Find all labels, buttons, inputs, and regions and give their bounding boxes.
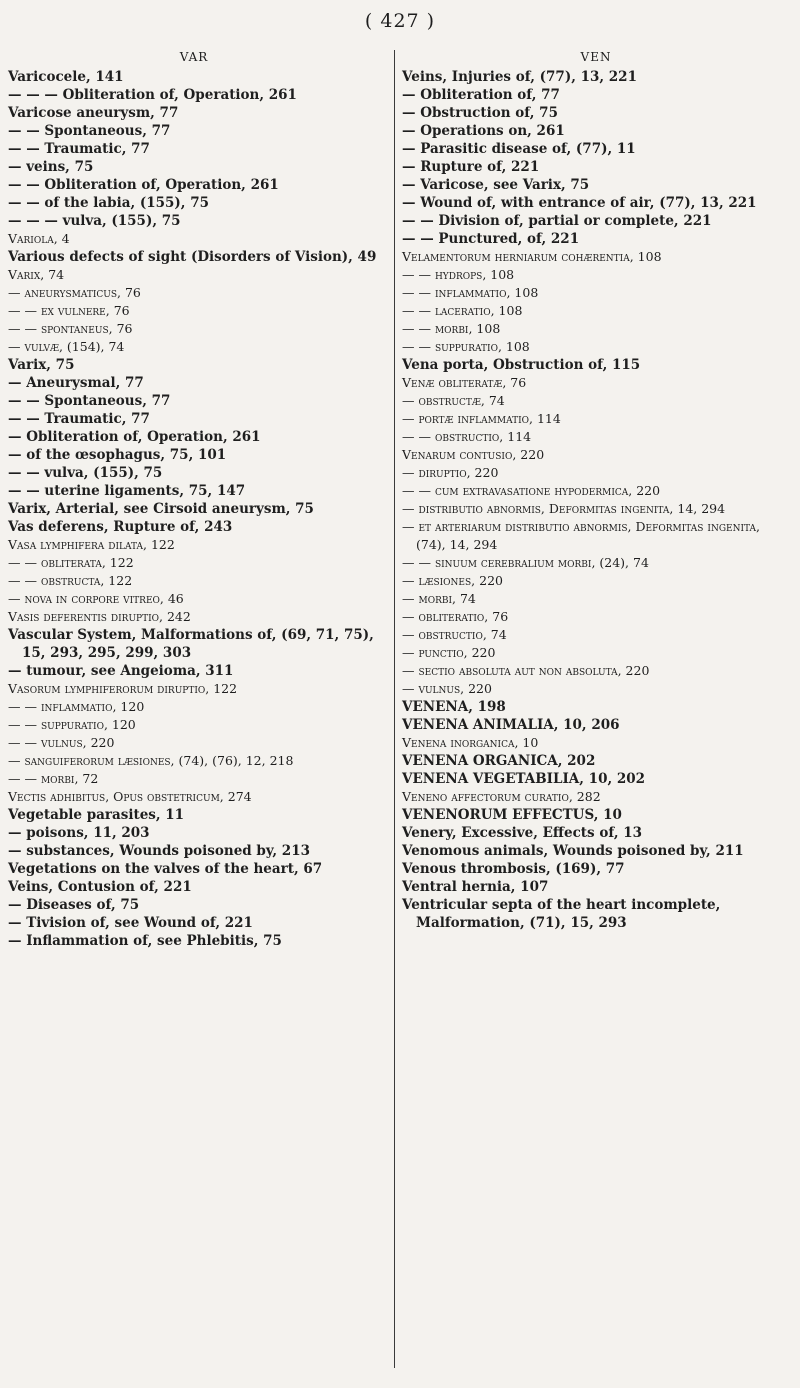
- index-entry: — — vulva, (155), 75: [8, 465, 163, 481]
- index-entry: — punctio, 220: [402, 645, 496, 660]
- index-entry: Vegetations on the valves of the heart, 67: [8, 861, 323, 877]
- index-entry: — Inflammation of, see Phlebitis, 75: [8, 933, 282, 949]
- index-entry: Various defects of sight (Disorders of Vision), 49: [8, 249, 377, 265]
- index-entry: — — obstructio, 114: [402, 429, 532, 444]
- index-entry: — Tivision of, see Wound of, 221: [8, 915, 253, 931]
- index-entry: — — morbi, 108: [402, 321, 501, 336]
- index-entry: VENENA, 198: [402, 699, 506, 715]
- index-entry: Varix, 74: [8, 267, 65, 282]
- index-entry: Vas deferens, Rupture of, 243: [8, 519, 233, 535]
- index-entry: — vulnus, 220: [402, 681, 492, 696]
- index-entry: — — inflammatio, 120: [8, 699, 145, 714]
- index-entry: — Obliteration of, 77: [402, 87, 560, 103]
- index-entry: — Aneurysmal, 77: [8, 375, 144, 391]
- index-entry: Vasa lymphifera dilata, 122: [8, 537, 175, 552]
- index-entry: — — obliterata, 122: [8, 555, 134, 570]
- index-entry: Ventricular septa of the heart incomplete, Malformation, (71), 15, 293: [402, 897, 721, 931]
- index-entry: Vegetable parasites, 11: [8, 807, 185, 823]
- index-entry: — vulvæ, (154), 74: [8, 339, 125, 354]
- index-entry: — Parasitic disease of, (77), 11: [402, 141, 636, 157]
- index-entry: — Obliteration of, Operation, 261: [8, 429, 261, 445]
- left-entry-list: [8, 68, 380, 950]
- index-entry: — — Spontaneous, 77: [8, 123, 171, 139]
- index-entry: — diruptio, 220: [402, 465, 499, 480]
- index-entry: — portæ inflammatio, 114: [402, 411, 561, 426]
- index-entry: VENENORUM EFFECTUS, 10: [402, 807, 622, 823]
- index-entry: — læsiones, 220: [402, 573, 503, 588]
- index-entry: — Wound of, with entrance of air, (77), 13, 221: [402, 195, 757, 211]
- index-entry: Veins, Injuries of, (77), 13, 221: [402, 69, 637, 85]
- index-entry: Venous thrombosis, (169), 77: [402, 861, 625, 877]
- index-entry: Veneno affectorum curatio, 282: [402, 789, 601, 804]
- left-column-heading: VAR: [179, 50, 209, 64]
- index-entry: — — spontaneus, 76: [8, 321, 133, 336]
- index-entry: — — — vulva, (155), 75: [8, 213, 181, 229]
- index-entry: — — Division of, partial or complete, 221: [402, 213, 712, 229]
- index-entry: — Obstruction of, 75: [402, 105, 558, 121]
- index-entry: — Rupture of, 221: [402, 159, 540, 175]
- right-entry-list: [402, 68, 790, 932]
- left-column: [8, 48, 380, 950]
- index-entry: — — morbi, 72: [8, 771, 99, 786]
- index-entry: — — inflammatio, 108: [402, 285, 539, 300]
- index-entry: Variola, 4: [8, 231, 70, 246]
- index-entry: Varicocele, 141: [8, 69, 124, 85]
- index-entry: — Varicose, see Varix, 75: [402, 177, 590, 193]
- index-entry: — veins, 75: [8, 159, 94, 175]
- index-entry: — — suppuratio, 108: [402, 339, 530, 354]
- index-entry: Vasis deferentis diruptio, 242: [8, 609, 191, 624]
- index-entry: — — Traumatic, 77: [8, 411, 150, 427]
- index-entry: — — Traumatic, 77: [8, 141, 150, 157]
- index-entry: Venery, Excessive, Effects of, 13: [402, 825, 643, 841]
- index-entry: — distributio abnormis, Deformitas ingenita, 14, 294: [402, 501, 726, 516]
- index-entry: — — ex vulnere, 76: [8, 303, 130, 318]
- index-entry: — obliteratio, 76: [402, 609, 509, 624]
- index-entry: — poisons, 11, 203: [8, 825, 150, 841]
- index-entry: — obstructæ, 74: [402, 393, 505, 408]
- index-entry: — — sinuum cerebralium morbi, (24), 74: [402, 555, 649, 570]
- index-entry: — — Punctured, of, 221: [402, 231, 580, 247]
- index-entry: Veins, Contusion of, 221: [8, 879, 192, 895]
- index-entry: — sectio absoluta aut non absoluta, 220: [402, 663, 650, 678]
- index-entry: — obstructio, 74: [402, 627, 507, 642]
- index-entry: — aneurysmaticus, 76: [8, 285, 141, 300]
- index-entry: — Operations on, 261: [402, 123, 565, 139]
- index-entry: Vectis adhibitus, Opus obstetricum, 274: [8, 789, 252, 804]
- index-entry: VENENA VEGETABILIA, 10, 202: [402, 771, 646, 787]
- index-entry: VENENA ORGANICA, 202: [402, 753, 596, 769]
- index-entry: — sanguiferorum læsiones, (74), (76), 12, 218: [8, 753, 294, 768]
- index-entry: VENENA ANIMALIA, 10, 206: [402, 717, 620, 733]
- index-entry: — — laceratio, 108: [402, 303, 523, 318]
- right-column: [402, 48, 790, 932]
- index-entry: Velamentorum herniarum cohærentia, 108: [402, 249, 662, 264]
- index-entry: — Diseases of, 75: [8, 897, 140, 913]
- index-entry: — — cum extravasatione hypodermica, 220: [402, 483, 661, 498]
- index-entry: — — uterine ligaments, 75, 147: [8, 483, 246, 499]
- index-entry: — nova in corpore vitreo, 46: [8, 591, 184, 606]
- index-entry: Varicose aneurysm, 77: [8, 105, 179, 121]
- index-entry: — substances, Wounds poisoned by, 213: [8, 843, 310, 859]
- page-number: ( 427 ): [364, 10, 436, 32]
- index-entry: — — — Obliteration of, Operation, 261: [8, 87, 297, 103]
- index-entry: Varix, Arterial, see Cirsoid aneurysm, 75: [8, 501, 314, 517]
- index-entry: — tumour, see Angeioma, 311: [8, 663, 234, 679]
- index-entry: Vascular System, Malformations of, (69, 71, 75), 15, 293, 295, 299, 303: [8, 627, 374, 661]
- column-divider: [394, 50, 395, 1368]
- index-entry: — morbi, 74: [402, 591, 476, 606]
- index-entry: Vena porta, Obstruction of, 115: [402, 357, 641, 373]
- index-entry: Ventral hernia, 107: [402, 879, 549, 895]
- index-entry: Venomous animals, Wounds poisoned by, 211: [402, 843, 744, 859]
- index-entry: Venæ obliteratæ, 76: [402, 375, 527, 390]
- index-entry: Vasorum lymphiferorum diruptio, 122: [8, 681, 238, 696]
- index-entry: — of the œsophagus, 75, 101: [8, 447, 227, 463]
- index-entry: — et arteriarum distributio abnormis, Deformitas ingenita, (74), 14, 294: [402, 519, 761, 552]
- index-entry: Venena inorganica, 10: [402, 735, 539, 750]
- index-entry: — — Obliteration of, Operation, 261: [8, 177, 279, 193]
- index-entry: — — vulnus, 220: [8, 735, 115, 750]
- right-column-heading: VEN: [580, 50, 612, 64]
- index-entry: — — hydrops, 108: [402, 267, 515, 282]
- index-entry: — — of the labia, (155), 75: [8, 195, 209, 211]
- index-entry: — — obstructa, 122: [8, 573, 133, 588]
- index-entry: — — suppuratio, 120: [8, 717, 136, 732]
- index-entry: — — Spontaneous, 77: [8, 393, 171, 409]
- index-entry: Venarum contusio, 220: [402, 447, 545, 462]
- index-entry: Varix, 75: [8, 357, 75, 373]
